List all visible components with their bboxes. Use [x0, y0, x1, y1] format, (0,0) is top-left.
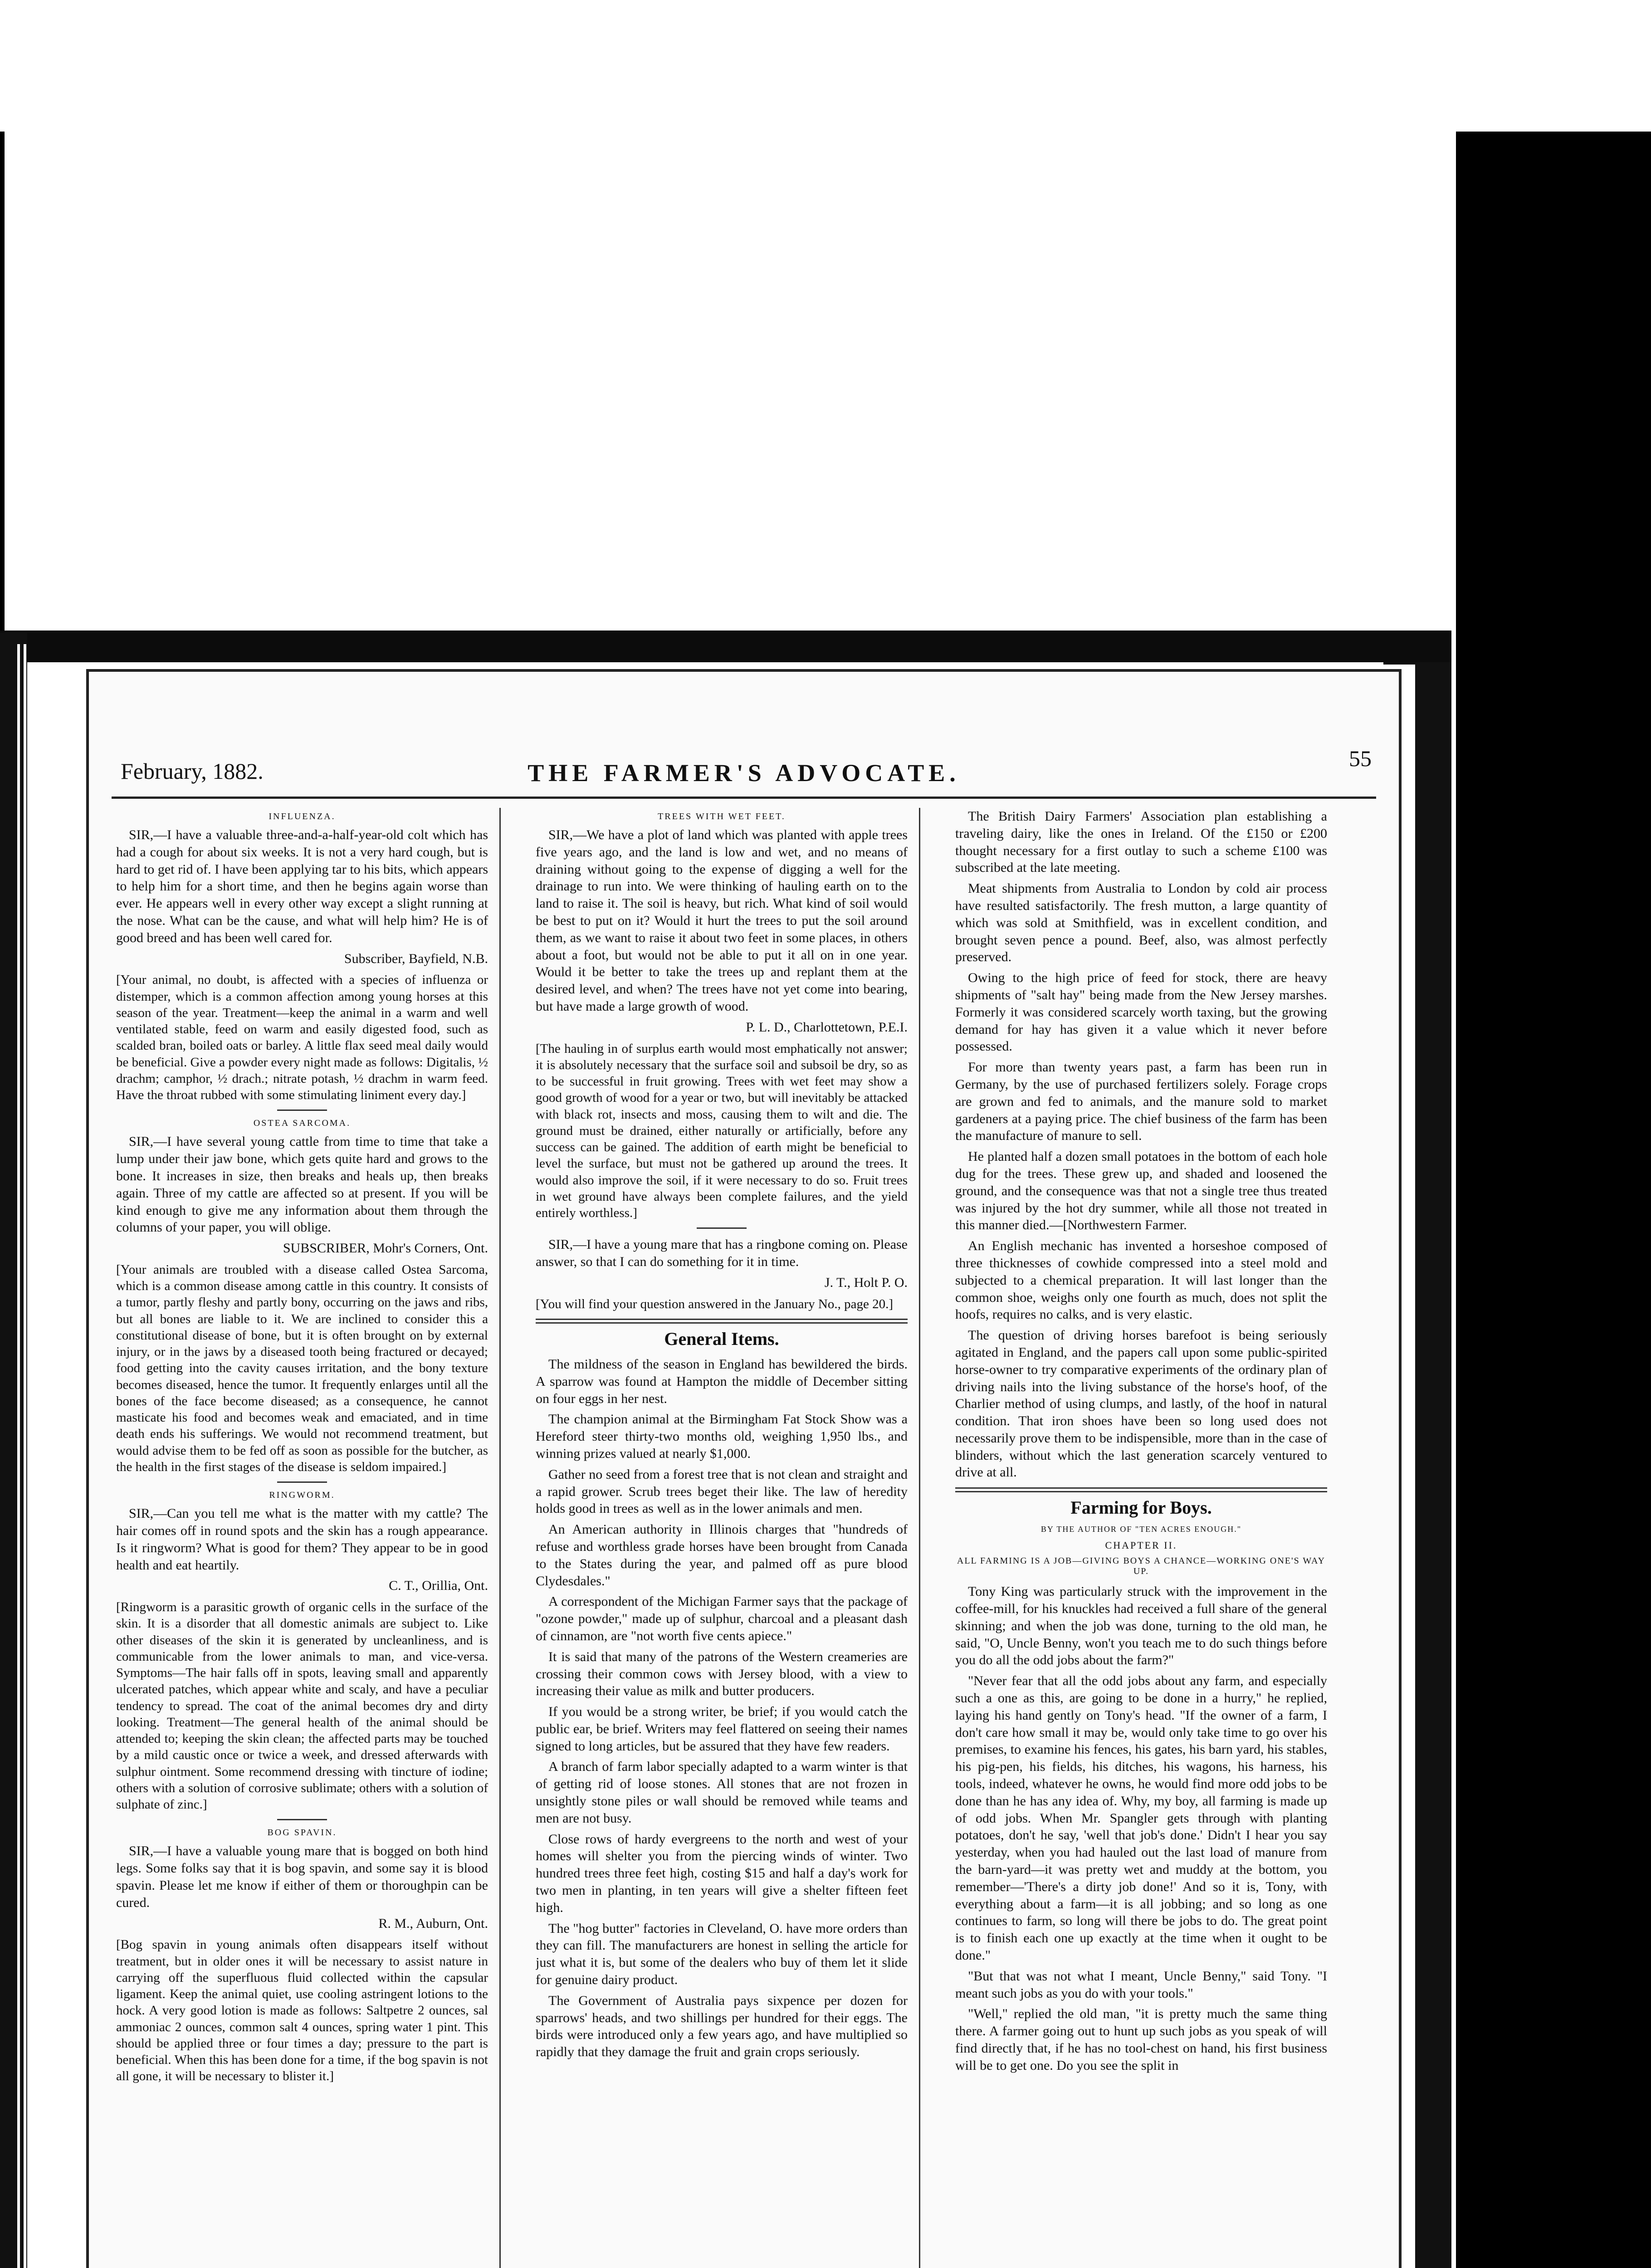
chapter-heading: CHAPTER II.	[1105, 1540, 1177, 1551]
news-item: Close rows of hardy evergreens to the north and west of your homes will shelter you from the piercing winds of winter. Two hundred trees three feet high, costing $15 and half a day's work for two men in planting, in ten years will give a shelter fifteen feet high.	[536, 1831, 908, 1915]
column-3	[955, 808, 1327, 2268]
scan-shadow-corner	[1383, 633, 1451, 665]
column-rule	[919, 808, 920, 2268]
news-item: Owing to the high price of feed for stock, there are heavy shipments of "salt hay" being made from the New Jersey marshes. Formerly it was considered scarcely worth taxing, but the growing demand for hay has given it a value which it never before possessed.	[955, 970, 1327, 1054]
letter-text: SIR,—We have a plot of land which was planted with apple trees five years ago, and the land is low and wet, and no means of draining without going to the expense of digging a well for the drainage to run into. We were thinking of hauling earth on to the land to raise it. The soil is heavy, but rich. What kind of soil would be best to put on it? Would it hurt the trees to put the soil around them, as we want to raise it about two feet in some places, in others about a foot, but would not be able to put it all on in one year. Would it be better to take the trees up and replant them at the desired level, and when? The trees have not yet come into bearing, but have made a large growth of wood.	[536, 827, 908, 1014]
letter-signature: SUBSCRIBER, Mohr's Corners, Ont.	[283, 1241, 488, 1256]
letter-signature: Subscriber, Bayfield, N.B.	[344, 951, 488, 966]
editor-reply: [Ringworm is a parasitic growth of organic cells in the surface of the skin. It is a disorder that all domestic animals are subject to. Like other diseases of the skin it is generated by uncleanliness, and is communicable from the lower animals to man, and vice-versa. Symptoms—The hair falls off in spots, leaving small and apparently ulcerated patches, which appear white and scaly, and have a peculiar tendency to spread. The coat of the animal becomes dry and dirty looking. Treatment—The general health of the animal should be attended to; keeping the skin clean; the affected parts may be touched by a mild caustic once or twice a week, and dressed afterwards with sulphur ointment. Some recommend dressing with tincture of iodine; others with a solution of corrosive sublimate; others with a solution of sulphate of zinc.]	[116, 1600, 488, 1812]
news-item: The mildness of the season in England has bewildered the birds. A sparrow was found at Hampton the middle of December sitting on four eggs in her nest.	[536, 1356, 908, 1406]
story-paragraph: "But that was not what I meant, Uncle Benny," said Tony. "I meant such jobs as you do with your tools."	[955, 1968, 1327, 2001]
story-paragraph: "Well," replied the old man, "it is pretty much the same thing there. A farmer going out to hunt up such jobs as you speak of will find directly that, if he has no tool-chest on hand, his first business will be to get one. Do you see the split in	[955, 2006, 1327, 2073]
spine-line	[24, 644, 26, 2268]
article-heading: TREES WITH WET FEET.	[658, 811, 786, 821]
scan-margin-top	[0, 0, 1651, 132]
scan-shadow-top	[0, 631, 1451, 662]
letter-text: SIR,—Can you tell me what is the matter with my cattle? The hair comes off in round spots and the skin has a rough appearance. Is it ringworm? What is good for them? They appear to be in good health and eat heartily.	[116, 1506, 488, 1573]
news-item: For more than twenty years past, a farm has been run in Germany, by the use of purchased fertilizers solely. Forage crops are grown and fed to animals, and the manure sold to market gardeners at a paying price. The chief business of the farm has been the manufacture of manure to sell.	[955, 1060, 1327, 1144]
story-paragraph: "Never fear that all the odd jobs about any farm, and especially such a one as this, are going to be done in a hurry," he replied, laying his hand gently on Tony's head. "If the owner of a farm, I don't care how small it may be, would only take time to go over his premises, to examine his fences, his gates, his barn yard, his stables, his pig-pen, his fields, his ditches, his wagons, his harness, his tools, indeed, whatever he owns, he would find more odd jobs to be done than he has any idea of. Why, my boy, all farming is made up of odd jobs. When Mr. Spangler gets through with planting potatoes, don't he say, 'well that job's done.' Didn't I hear you say yesterday, when you had hauled out the last load of manure from the barn-yard—it was pretty wet and muddy at the bottom, you remember—'There's a dirty job done!' And so it is, Tony, with everything about a farm—it is all jobbing; and so long as one continues to farm, so long will there be jobs to do. The great point is to finish each one up exactly at the time when it ought to be done."	[955, 1673, 1327, 1963]
section-heading: General Items.	[664, 1328, 779, 1349]
byline: BY THE AUTHOR OF "TEN ACRES ENOUGH."	[1040, 1525, 1242, 1534]
column-rule	[499, 808, 501, 2268]
column-2	[536, 808, 908, 2268]
editor-reply: [You will find your question answered in the January No., page 20.]	[536, 1296, 893, 1311]
chapter-deck: ALL FARMING IS A JOB—GIVING BOYS A CHANCE—WORKING ONE'S WAY UP.	[957, 1556, 1326, 1577]
news-item: Meat shipments from Australia to London by cold air process have resulted satisfactorily. The fresh mutton, a large quantity of which was sold at Smithfield, was in excellent condition, and brought seven pence a pound. Beef, also, was almost perfectly preserved.	[955, 881, 1327, 965]
news-item: An English mechanic has invented a horseshoe composed of three thicknesses of cowhide compressed into a steel mold and subjected to a chemical preparation. It will last longer than the common shoe, weighs only one fourth as much, does not split the hoofs, requires no calks, and is very elastic.	[955, 1238, 1327, 1322]
article-heading: INFLUENZA.	[269, 811, 336, 821]
news-item: The Government of Australia pays sixpence per dozen for sparrows' heads, and two shillings per hundred for their eggs. The birds were introduced only a few years ago, and have multiplied so rapidly that they damage the fruit and grain crops seriously.	[536, 1993, 908, 2060]
news-item: A correspondent of the Michigan Farmer says that the package of "ozone powder," made up of sulphur, charcoal and a pleasant dash of cinnamon, are "not worth five cents apiece."	[536, 1594, 908, 1643]
issue-date: February, 1882.	[121, 758, 264, 784]
editor-reply: [Bog spavin in young animals often disappears itself without treatment, but in older ones it will be necessary to assist nature in carrying off the superfluous fluid collected within the capsular ligament. Keep the animal quiet, use cooling astringent lotions to the hock. A very good lotion is made as follows: Saltpetre 2 ounces, sal ammoniac 2 ounces, common salt 4 ounces, spring water 1 pint. This should be applied three or four times a day; pressure to the part is beneficial. When this has been done for a time, if the bog spavin is not all gone, it will be necessary to blister it.]	[116, 1937, 488, 2084]
spine-line	[17, 644, 20, 2268]
header-rule	[112, 797, 1376, 799]
story-paragraph: Tony King was particularly struck with the improvement in the coffee-mill, for his knuckles had received a full share of the general skinning; and when the job was done, turning to the old man, he said, "O, Uncle Benny, won't you teach me to do such things before you do all the odd jobs about the farm?"	[955, 1584, 1327, 1668]
section-divider	[277, 1819, 327, 1820]
news-item: He planted half a dozen small potatoes in the bottom of each hole dug for the trees. These grew up, and shaded and loosened the ground, and the consequence was that not a single tree thus treated was injured by the hot dry summer, while all those not treated in this manner died.—[Northwestern Farmer.	[955, 1149, 1327, 1233]
article-heading: OSTEA SARCOMA.	[253, 1118, 351, 1129]
news-item: The question of driving horses barefoot is being seriously agitated in England, and the papers call upon some public-spirited horse-owner to try comparative experiments of the ordinary plan of driving nails into the living substance of the horse's hoof, of the Charlier method of using clumps, and lastly, of the hoof in natural condition. That iron shoes have been so long used does not necessarily prove them to be indispensible, more than in the case of blinders, without which the last generation scarcely ventured to drive at all.	[955, 1328, 1327, 1480]
section-divider	[697, 1227, 747, 1229]
letter-text: SIR,—I have a valuable young mare that is bogged on both hind legs. Some folks say that it is bog spavin, and some say it is blood spavin. Please let me know if either of them or thoroughpin can be cured.	[116, 1843, 488, 1910]
binding-spine	[0, 633, 27, 2268]
scan-shadow-right	[1415, 662, 1451, 2268]
column-1	[116, 808, 488, 2268]
editor-reply: [Your animal, no doubt, is affected with a species of influenza or distemper, which is a common affection among young horses at this season of the year. Treatment—keep the animal in a warm and well ventilated stable, feed on warm and easily digested food, such as scalded bran, boiled oats or barley. A little flax seed meal daily would be beneficial. Give a powder every night made as follows: Digitalis, ½ drachm; camphor, ½ drach.; nitrate potash, ½ drachm in warm feed. Have the throat rubbed with some stimulating liniment every day.]	[116, 973, 488, 1103]
news-item: If you would be a strong writer, be brief; if you would catch the public ear, be brief. Writers may feel flattered on seeing their names signed to long articles, but be assured that they have few readers.	[536, 1704, 908, 1754]
section-heading: Farming for Boys.	[1070, 1497, 1212, 1518]
news-item: The British Dairy Farmers' Association plan establishing a traveling dairy, like the ones in Ireland. Of the £150 or £200 thought necessary for a first outlay to such a scheme £100 was subscribed at the late meeting.	[955, 809, 1327, 875]
editor-reply: [Your animals are troubled with a disease called Ostea Sarcoma, which is a common disease among cattle in this country. It consists of a tumor, partly fleshy and partly bony, occurring on the jaws and ribs, but all bones are liable to it. We are inclined to consider this a constitutional disease of bone, but it is often brought on by external injury, or in the jaws by a diseased tooth being fractured or decayed; food getting into the cavity causes irritation, and the bony texture becomes diseased, hence the tumor. It frequently enlarges until all the bones of the face become diseased; as a consequence, he cannot masticate his food and becomes weak and emaciated, and in time death ends his sufferings. We would not recommend treatment, but would advise them to be fed off as soon as possible for the butcher, as the health in the first stages of the disease is seldom impaired.]	[116, 1262, 488, 1474]
news-item: Gather no seed from a forest tree that is not clean and straight and a rapid grower. Scrub trees beget their like. The law of heredity holds good in trees as well as in the lower animals and men.	[536, 1466, 908, 1516]
letter-text: SIR,—I have a young mare that has a ringbone coming on. Please answer, so that I can do something for it in time.	[536, 1237, 908, 1270]
letter-text: SIR,—I have a valuable three-and-a-half-year-old colt which has had a cough for about six weeks. It is not a very hard cough, but is hard to get rid of. I have been applying tar to his bits, which appears to help him for a short time, and then he begins again worse than ever. He appears well in every other way except a slight running at the nose. What can be the cause, and what will help him? He is of good breed and has been well cared for.	[116, 827, 488, 945]
letter-signature: C. T., Orillia, Ont.	[389, 1578, 488, 1593]
letter-signature: P. L. D., Charlottetown, P.E.I.	[746, 1019, 908, 1035]
editor-reply: [The hauling in of surplus earth would most emphatically not answer; it is absolutely necessary that the surface soil and subsoil be dry, so as to be successful in fruit growing. Trees with wet feet may show a good growth of wood for a year or two, but will inevitably be attacked with black rot, insects and moss, causing them to wilt and die. The ground must be drained, either naturally or artificially, before any success can be gained. The addition of earth might be beneficial to level the surface, but must not be gathered up around the trees. It would also improve the soil, if it were necessary to do so. Fruit trees in wet ground have always been complete failures, and the yield entirely worthless.]	[536, 1041, 908, 1221]
letter-signature: R. M., Auburn, Ont.	[378, 1916, 488, 1931]
section-divider	[277, 1110, 327, 1111]
masthead-title: THE FARMER'S ADVOCATE.	[528, 759, 960, 787]
newspaper-page	[86, 669, 1402, 2268]
letter-text: SIR,—I have several young cattle from time to time that take a lump under their jaw bone, which gets quite hard and grows to the bone. It increases in size, then breaks and heals up, then breaks again. Three of my cattle are affected so at present. If you will be kind enough to give me any information about them through the columns of your paper, you will oblige.	[116, 1134, 488, 1235]
article-heading: RINGWORM.	[269, 1490, 335, 1501]
page-number: 55	[1349, 746, 1372, 771]
double-rule	[536, 1319, 908, 1324]
double-rule	[955, 1487, 1327, 1492]
section-divider	[277, 1481, 327, 1483]
page-header	[89, 746, 1399, 794]
article-heading: BOG SPAVIN.	[267, 1828, 337, 1838]
news-item: The champion animal at the Birmingham Fat Stock Show was a Hereford steer thirty-two months old, weighing 1,950 lbs., and winning prizes valued at nearly $1,000.	[536, 1412, 908, 1461]
news-item: The "hog butter" factories in Cleveland, O. have more orders than they can fill. The manufacturers are honest in selling the article for just what it is, but some of the dealers who buy of them let it slide for genuine dairy product.	[536, 1921, 908, 1988]
news-item: A branch of farm labor specially adapted to a warm winter is that of getting rid of loose stones. All stones that are not frozen in unsightly stone piles or wall should be removed while teams and men are not busy.	[536, 1759, 908, 1826]
news-item: It is said that many of the patrons of the Western creameries are crossing their common cows with Jersey blood, with a view to increasing their value as milk and butter producers.	[536, 1649, 908, 1699]
news-item: An American authority in Illinois charges that "hundreds of refuse and worthless grade horses have been brought from Canada to the States during the year, and palmed off as pure blood Clydesdales."	[536, 1522, 908, 1589]
letter-signature: J. T., Holt P. O.	[824, 1275, 908, 1290]
